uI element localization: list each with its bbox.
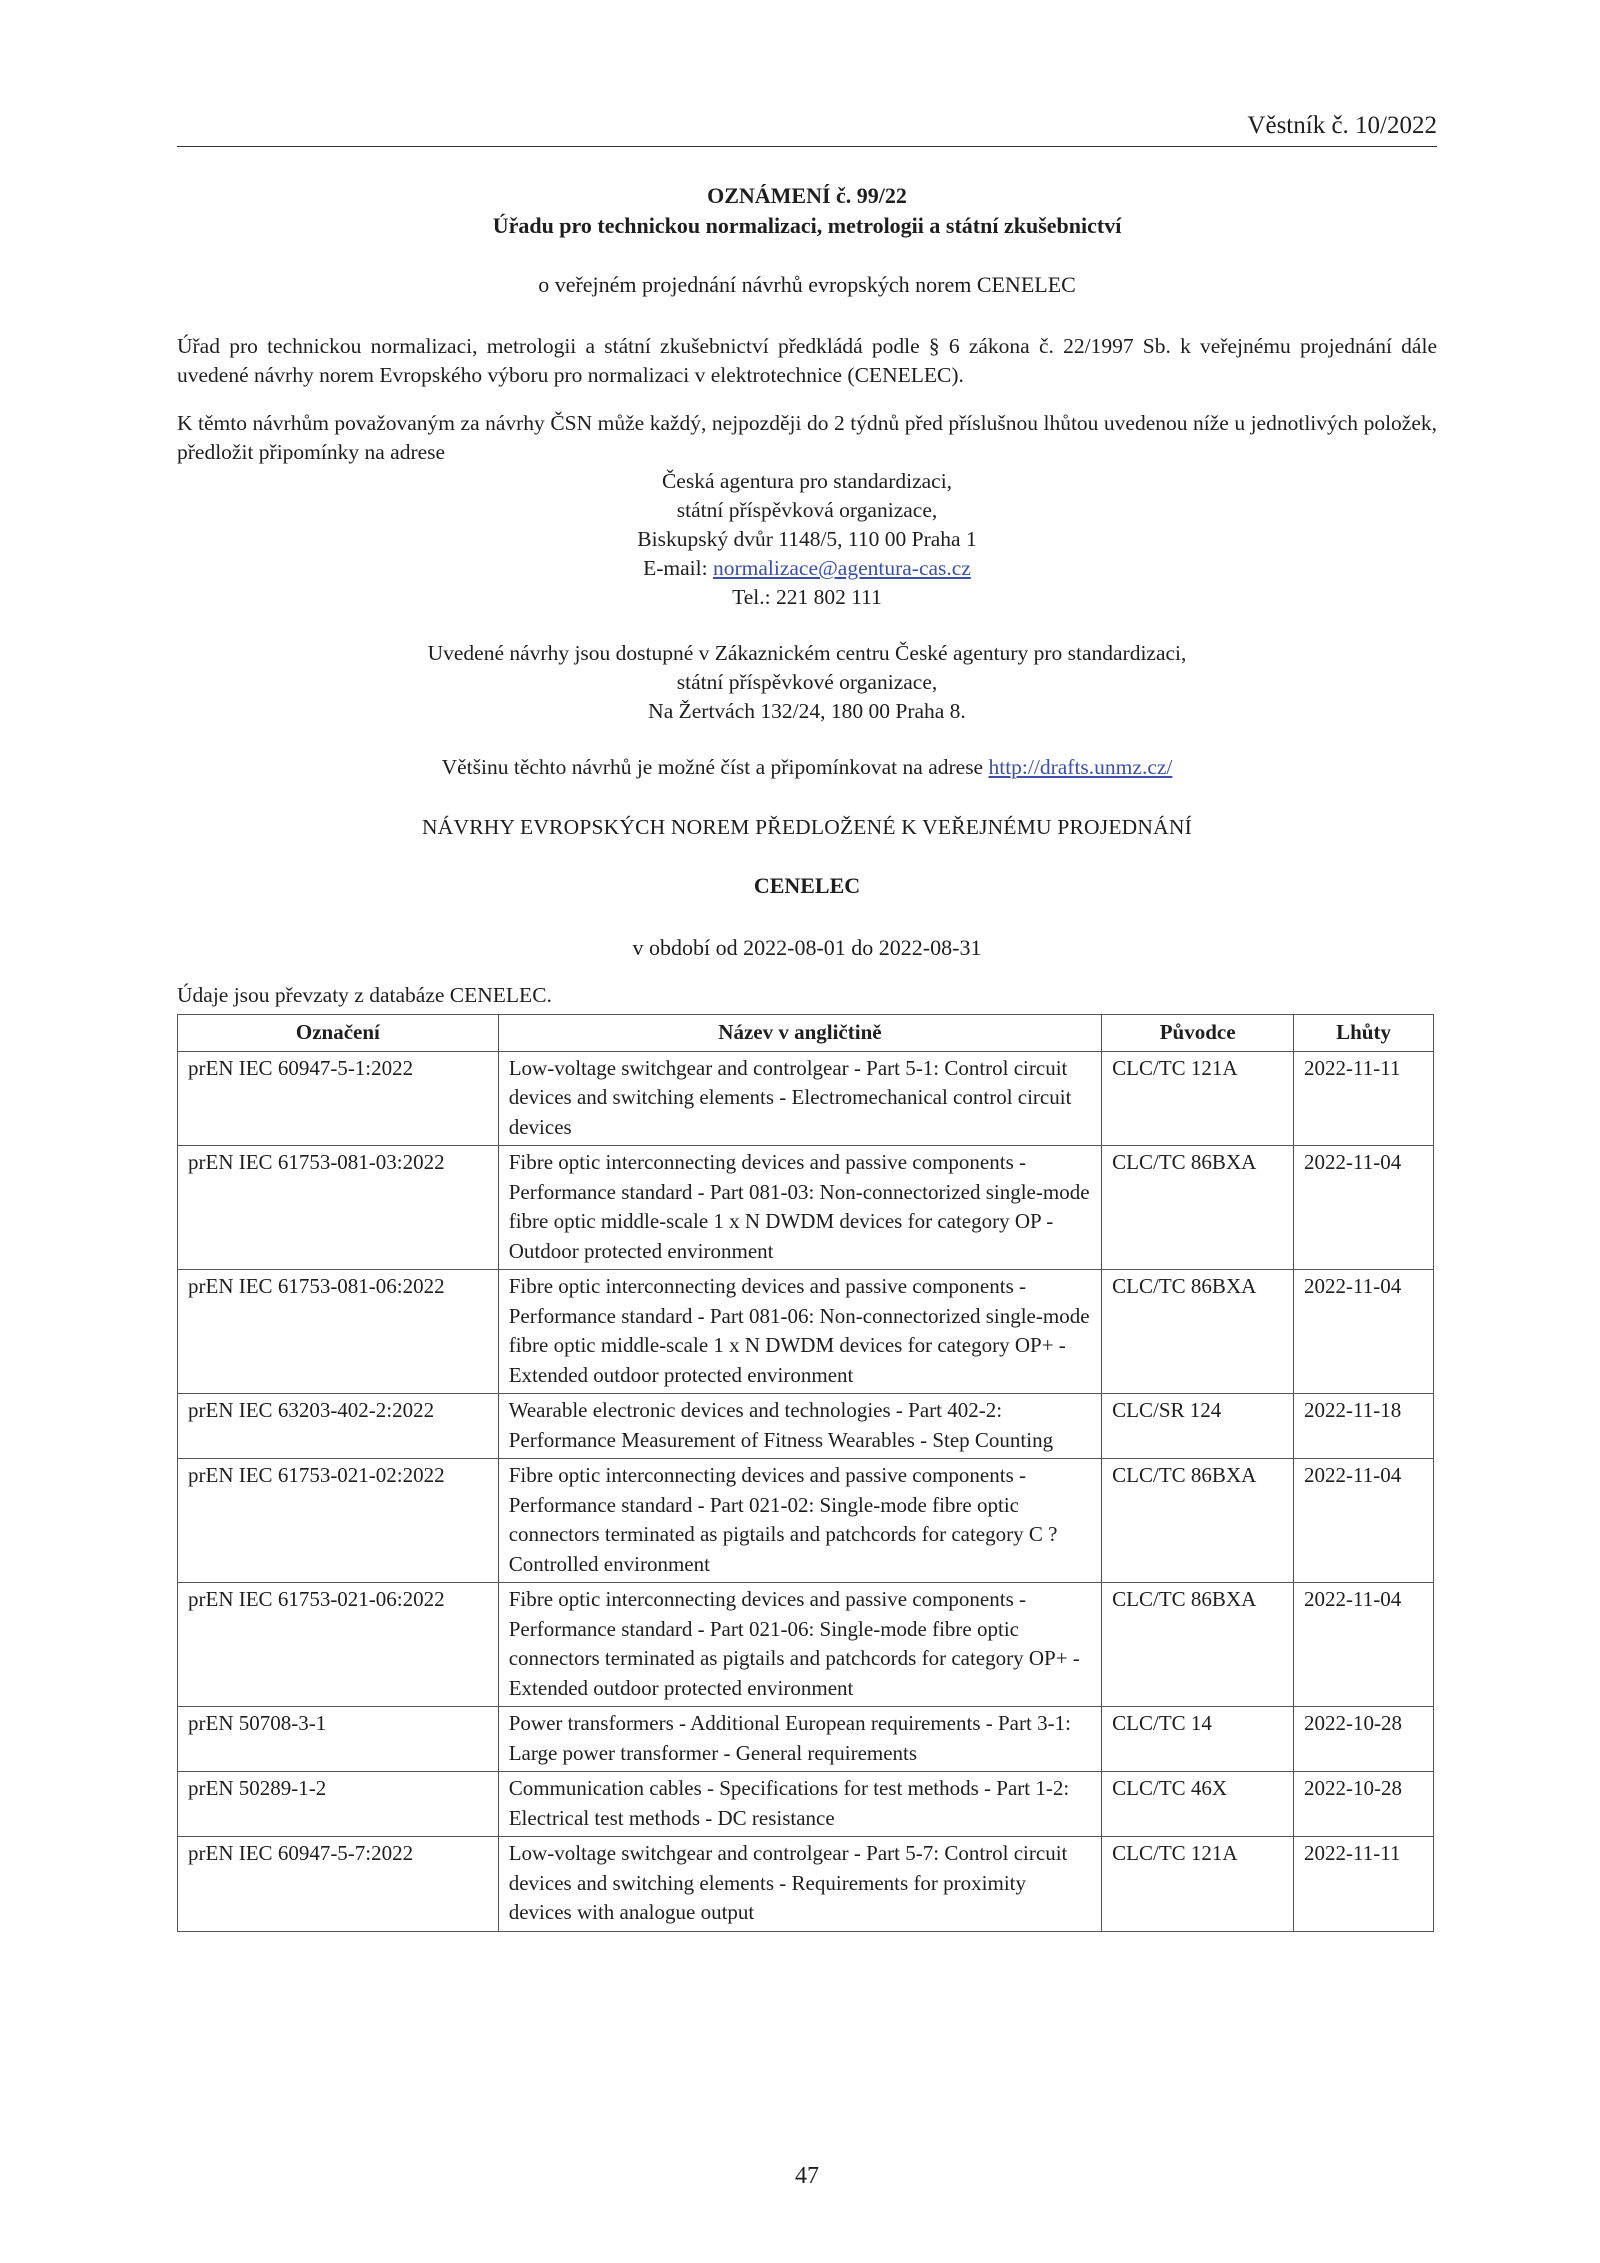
address-line: Biskupský dvůr 1148/5, 110 00 Praha 1 bbox=[637, 527, 977, 551]
cell-deadline: 2022-11-11 bbox=[1294, 1051, 1434, 1146]
cell-designation: prEN IEC 63203-402-2:2022 bbox=[178, 1394, 499, 1459]
cell-originator: CLC/TC 86BXA bbox=[1102, 1459, 1294, 1583]
cell-originator: CLC/SR 124 bbox=[1102, 1394, 1294, 1459]
cell-title: Fibre optic interconnecting devices and passive components - Performance standard - Part 081-06: Non-connectorized single-mode fibre optic middle-scale 1 x N DWDM devices for category OP+ - Extended outdoor protected environment bbox=[498, 1270, 1101, 1394]
cell-title: Fibre optic interconnecting devices and passive components - Performance standard - Part 021-06: Single-mode fibre optic connectors terminated as pigtails and patchcords for category OP+ - Extended outdoor protected environment bbox=[498, 1583, 1101, 1707]
cell-designation: prEN 50289-1-2 bbox=[178, 1772, 499, 1837]
email-label: E-mail: bbox=[643, 556, 713, 580]
column-header-deadline: Lhůty bbox=[1294, 1015, 1434, 1052]
cell-designation: prEN IEC 61753-021-06:2022 bbox=[178, 1583, 499, 1707]
norms-table bbox=[177, 1014, 1434, 1932]
cell-title: Low-voltage switchgear and controlgear - Part 5-1: Control circuit devices and switching elements - Electromechanical control circuit devices bbox=[498, 1051, 1101, 1146]
table-row bbox=[178, 1270, 1434, 1394]
table-header-row bbox=[178, 1015, 1434, 1052]
notice-title: OZNÁMENÍ č. 99/22 bbox=[707, 183, 907, 208]
address-line: státní příspěvková organizace, bbox=[676, 498, 938, 522]
address-line: Česká agentura pro standardizaci, bbox=[661, 469, 953, 493]
cell-designation: prEN 50708-3-1 bbox=[178, 1707, 499, 1772]
cell-deadline: 2022-11-04 bbox=[1294, 1583, 1434, 1707]
availability-line: Na Žertvách 132/24, 180 00 Praha 8. bbox=[648, 699, 966, 723]
table-row bbox=[178, 1837, 1434, 1932]
column-header-originator: Původce bbox=[1102, 1015, 1294, 1052]
cell-deadline: 2022-11-04 bbox=[1294, 1270, 1434, 1394]
table-row bbox=[178, 1146, 1434, 1270]
availability-line: Uvedené návrhy jsou dostupné v Zákaznickém centru České agentury pro standardizaci, bbox=[427, 641, 1187, 665]
section-heading: NÁVRHY EVROPSKÝCH NOREM PŘEDLOŽENÉ K VEŘEJNÉMU PROJEDNÁNÍ bbox=[422, 815, 1192, 839]
cell-originator: CLC/TC 14 bbox=[1102, 1707, 1294, 1772]
organization-heading: CENELEC bbox=[753, 873, 861, 898]
cell-title: Communication cables - Specifications for test methods - Part 1-2: Electrical test methods - DC resistance bbox=[498, 1772, 1101, 1837]
cell-originator: CLC/TC 121A bbox=[1102, 1051, 1294, 1146]
cell-deadline: 2022-10-28 bbox=[1294, 1772, 1434, 1837]
cell-title: Wearable electronic devices and technologies - Part 402-2: Performance Measurement of Fitness Wearables - Step Counting bbox=[498, 1394, 1101, 1459]
column-header-title: Název v angličtině bbox=[498, 1015, 1101, 1052]
table-row bbox=[178, 1051, 1434, 1146]
address-block bbox=[177, 467, 1437, 612]
page-number: 47 bbox=[795, 2163, 819, 2189]
cell-originator: CLC/TC 86BXA bbox=[1102, 1146, 1294, 1270]
cell-deadline: 2022-11-04 bbox=[1294, 1459, 1434, 1583]
cell-designation: prEN IEC 61753-021-02:2022 bbox=[178, 1459, 499, 1583]
cell-designation: prEN IEC 61753-081-03:2022 bbox=[178, 1146, 499, 1270]
table-row bbox=[178, 1707, 1434, 1772]
source-note: Údaje jsou převzaty z databáze CENELEC. bbox=[177, 983, 552, 1007]
drafts-link[interactable]: http://drafts.unmz.cz/ bbox=[988, 755, 1173, 779]
cell-deadline: 2022-11-18 bbox=[1294, 1394, 1434, 1459]
table-row bbox=[178, 1459, 1434, 1583]
email-link[interactable]: normalizace@agentura-cas.cz bbox=[712, 556, 971, 580]
phone-line: Tel.: 221 802 111 bbox=[732, 585, 882, 609]
cell-designation: prEN IEC 61753-081-06:2022 bbox=[178, 1270, 499, 1394]
notice-authority: Úřadu pro technickou normalizaci, metrologii a státní zkušebnictví bbox=[492, 213, 1122, 238]
cell-title: Power transformers - Additional European requirements - Part 3-1: Large power transformer - General requirements bbox=[498, 1707, 1101, 1772]
notice-subject: o veřejném projednání návrhů evropských norem CENELEC bbox=[538, 272, 1076, 297]
column-header-designation: Označení bbox=[178, 1015, 499, 1052]
cell-originator: CLC/TC 121A bbox=[1102, 1837, 1294, 1932]
table-row bbox=[178, 1772, 1434, 1837]
cell-designation: prEN IEC 60947-5-1:2022 bbox=[178, 1051, 499, 1146]
web-text: Většinu těchto návrhů je možné číst a připomínkovat na adrese bbox=[441, 755, 989, 779]
email-line bbox=[177, 554, 1437, 583]
comments-paragraph: K těmto návrhům považovaným za návrhy ČSN může každý, nejpozději do 2 týdnů před příslušnou lhůtou uvedenou níže u jednotlivých položek, předložit připomínky na adrese bbox=[177, 411, 1437, 464]
intro-paragraph: Úřad pro technickou normalizaci, metrologii a státní zkušebnictví předkládá podle § 6 zákona č. 22/1997 Sb. k veřejnému projednání dále uvedené návrhy norem Evropského výboru pro normalizaci v elektrotechnice (CENELEC). bbox=[177, 334, 1437, 387]
page-header bbox=[177, 112, 1437, 147]
cell-title: Fibre optic interconnecting devices and passive components - Performance standard - Part 021-02: Single-mode fibre optic connectors terminated as pigtails and patchcords for category C ? Controlled environment bbox=[498, 1459, 1101, 1583]
web-line bbox=[177, 755, 1437, 780]
period-line: v období od 2022-08-01 do 2022-08-31 bbox=[632, 935, 982, 960]
availability-line: státní příspěvkové organizace, bbox=[676, 670, 938, 694]
bulletin-issue: Věstník č. 10/2022 bbox=[1247, 112, 1437, 139]
table-row bbox=[178, 1394, 1434, 1459]
cell-deadline: 2022-11-04 bbox=[1294, 1146, 1434, 1270]
cell-title: Fibre optic interconnecting devices and passive components - Performance standard - Part 081-03: Non-connectorized single-mode fibre optic middle-scale 1 x N DWDM devices for category OP - Outdoor protected environment bbox=[498, 1146, 1101, 1270]
cell-deadline: 2022-11-11 bbox=[1294, 1837, 1434, 1932]
availability-block bbox=[177, 639, 1437, 726]
cell-originator: CLC/TC 86BXA bbox=[1102, 1583, 1294, 1707]
cell-title: Low-voltage switchgear and controlgear - Part 5-7: Control circuit devices and switching elements - Requirements for proximity devices with analogue output bbox=[498, 1837, 1101, 1932]
cell-originator: CLC/TC 46X bbox=[1102, 1772, 1294, 1837]
cell-originator: CLC/TC 86BXA bbox=[1102, 1270, 1294, 1394]
cell-designation: prEN IEC 60947-5-7:2022 bbox=[178, 1837, 499, 1932]
table-row bbox=[178, 1583, 1434, 1707]
cell-deadline: 2022-10-28 bbox=[1294, 1707, 1434, 1772]
